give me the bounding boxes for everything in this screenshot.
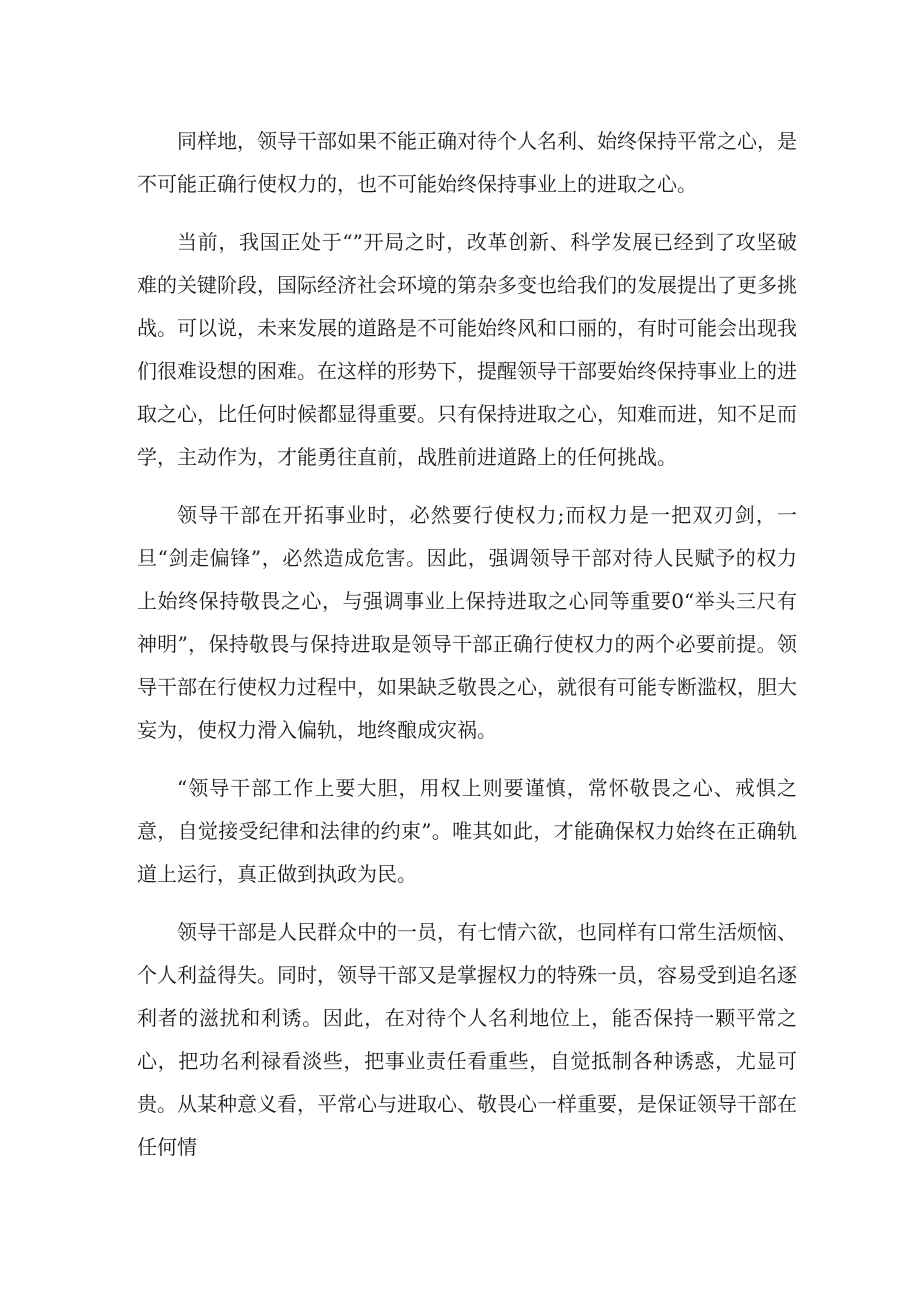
paragraph-1: 同样地，领导干部如果不能正确对待个人名利、始终保持平常之心，是不可能正确行使权力的，也不可能始终保持事业上的进取之心。 [137,129,797,196]
paragraph-2: 当前，我国正处于“”开局之时，改革创新、科学发展已经到了攻坚破难的关键阶段，国际经济社会环境的第杂多变也给我们的发展提出了更多挑战。可以说，未来发展的道路是不可能始终风和口丽的，有时可能会出现我们很难设想的困难。在这样的形势下，提醒领导干部要始终保持事业上的进取之心，比任何时候都显得重要。只有保持进取之心，知难而进，知不足而学，主动作为，才能勇往直前，战胜前进道路上的任何挑战。 [137,230,797,469]
paragraph-4: “领导干部工作上要大胆，用权上则要谨慎，常怀敬畏之心、戒惧之意，自觉接受纪律和法律的约束”。唯其如此，才能确保权力始终在正确轨道上运行，真正做到执政为民。 [137,776,797,886]
paragraph-3: 领导干部在开拓事业时，必然要行使权力;而权力是一把双刃剑，一旦“剑走偏锋”，必然造成危害。因此，强调领导干部对待人民赋予的权力上始终保持敬畏之心，与强调事业上保持进取之心同等重要0“举头三尺有神明”，保持敬畏与保持进取是领导干部正确行使权力的两个必要前提。领导干部在行使权力过程中，如果缺乏敬畏之心，就很有可能专断滥权，胆大妄为，使权力滑入偏轨，地终酿成灾祸。 [137,503,797,742]
paragraph-5: 领导干部是人民群众中的一员，有七情六欲，也同样有口常生活烦恼、个人利益得失。同时，领导干部又是掌握权力的特殊一员，容易受到追名逐利者的滋扰和利诱。因此，在对待个人名利地位上，能否保持一颗平常之心，把功名利禄看淡些，把事业责任看重些，自觉抵制各种诱惑，尤显可贵。从某种意义看，平常心与进取心、敬畏心一样重要，是保证领导干部在任何情 [137,920,797,1159]
document-body [137,120,797,1169]
